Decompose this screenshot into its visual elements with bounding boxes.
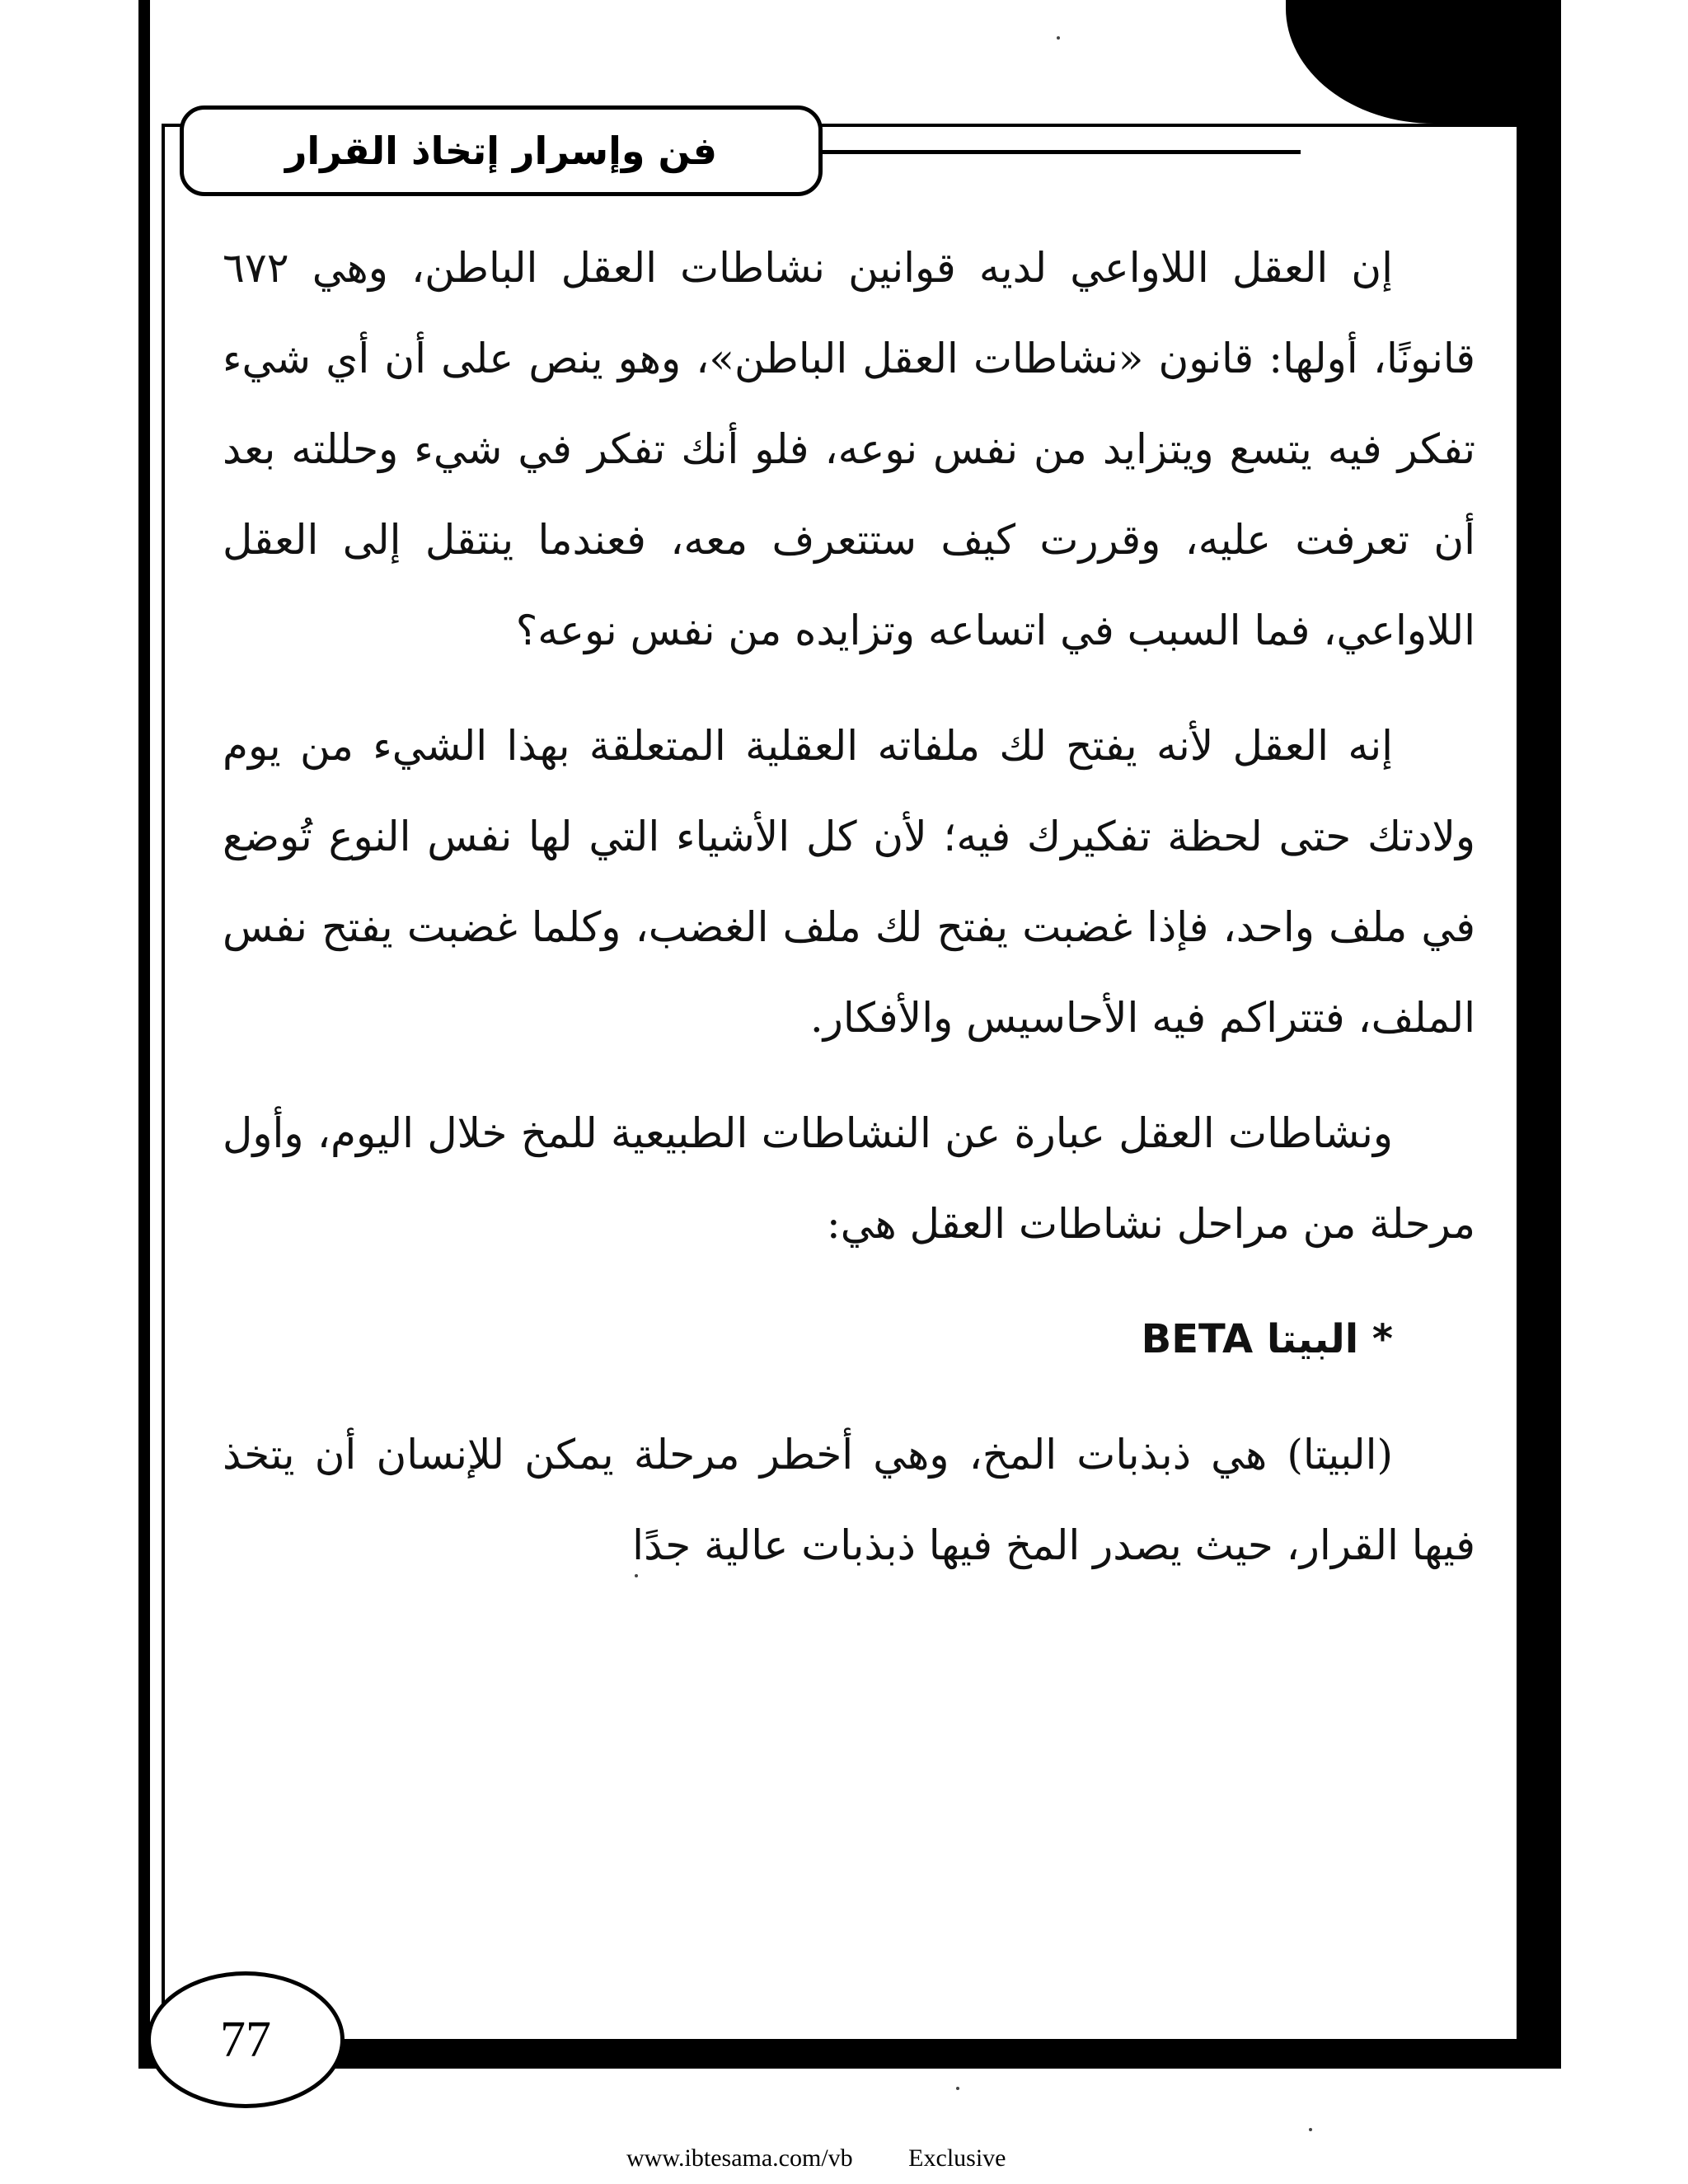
header-rule (823, 150, 1301, 154)
scan-speck (1057, 36, 1060, 40)
footer (626, 2144, 1006, 2172)
header-tab (180, 105, 823, 196)
page-number: 77 (220, 2011, 271, 2068)
paragraph-3: ونشاطات العقل عبارة عن النشاطات الطبيعية للمخ خلال اليوم، وأول مرحلة من مراحل نشاطات العقل هي: (223, 1109, 1475, 1248)
book-title: فن وإسرار إتخاذ القرار (284, 129, 718, 173)
scan-speck (635, 1574, 638, 1577)
paragraph-beta: (البيتا) هي ذبذبات المخ، وهي أخطر مرحلة يمكن للإنسان أن يتخذ فيها القرار، حيث يصدر المخ فيها ذبذبات عالية جدًا (223, 1431, 1475, 1569)
page-body (223, 223, 1475, 1615)
page-frame-bottom (138, 2036, 1561, 2069)
section-heading-beta: * البيتا BETA (1141, 1316, 1393, 1362)
scan-speck (1309, 2128, 1312, 2131)
footer-label: Exclusive (908, 2144, 1006, 2172)
page-frame-corner (1286, 0, 1561, 124)
footer-url: www.ibtesama.com/vb (626, 2144, 853, 2172)
page-frame-right (1513, 0, 1561, 2069)
paragraph-2: إنه العقل لأنه يفتح لك ملفاته العقلية المتعلقة بهذا الشيء من يوم ولادتك حتى لحظة تفكيرك فيه؛ لأن كل الأشياء التي لها نفس النوع تُوضع في ملف واحد، فإذا غضبت يفتح لك ملف الغضب، وكلما غضبت يفتح نفس الملف، فتتراكم فيه الأحاسيس والأفكار. (223, 722, 1475, 1042)
page-number-badge (147, 1971, 345, 2108)
paragraph-1: إن العقل اللاواعي لديه قوانين نشاطات العقل الباطن، وهي ٦٧٢ قانونًا، أولها: قانون «نشاطات العقل الباطن»، وهو ينص على أن أي شيء تفكر فيه يتسع ويتزايد من نفس نوعه، فلو أنك تفكر في شيء وحللته بعد أن تعرفت عليه، وقررت كيف ستتعرف معه، فعندما ينتقل إلى العقل اللاواعي، فما السبب في اتساعه وتزايده من نفس نوعه؟ (223, 244, 1475, 654)
page-frame-left (138, 0, 150, 2069)
scan-speck (956, 2087, 959, 2090)
